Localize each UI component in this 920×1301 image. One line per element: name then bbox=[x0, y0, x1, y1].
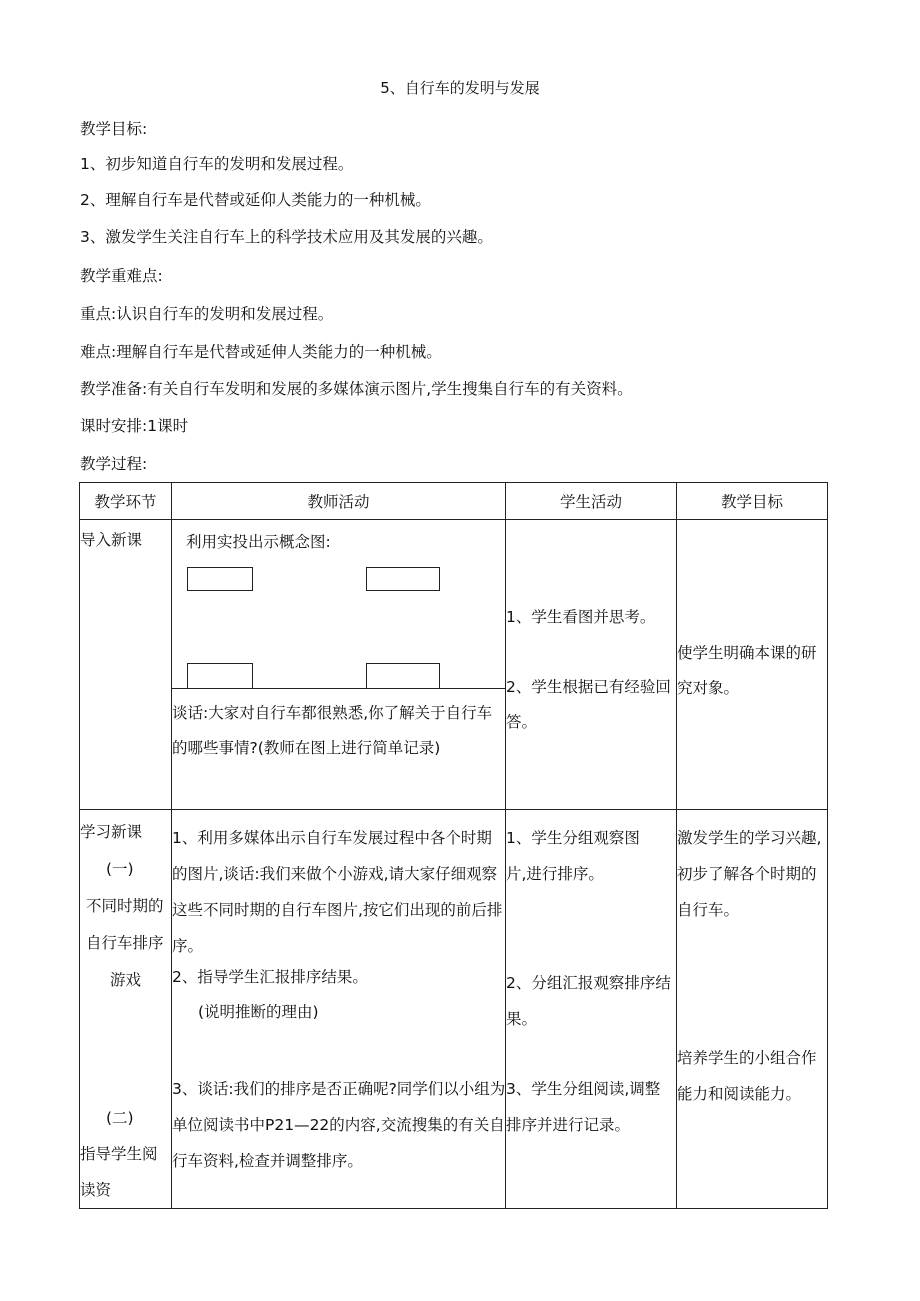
schedule: 课时安排:1课时 bbox=[80, 417, 189, 435]
stage-label: 游戏 bbox=[110, 971, 142, 989]
concept-map-box bbox=[366, 567, 440, 591]
teacher-activity-text: 3、谈话:我们的排序是否正确呢?同学们以小组为单位阅读书中P21—22的内容,交流搜集的有关自行车资料,检查并调整排序。 bbox=[172, 1080, 506, 1170]
stage-label: 学习新课 bbox=[80, 823, 143, 841]
table-row bbox=[80, 520, 828, 810]
stage-cell bbox=[80, 520, 172, 810]
document-title: 5、自行车的发明与发展 bbox=[380, 79, 540, 97]
lesson-process-table bbox=[79, 482, 828, 1209]
student-activity-text: 2、分组汇报观察排序结果。 bbox=[506, 974, 671, 1028]
student-activity-cell bbox=[506, 520, 677, 810]
stage-cell bbox=[80, 810, 172, 1209]
stage-label: 导入新课 bbox=[80, 531, 143, 549]
table-row bbox=[80, 810, 828, 1209]
preparation: 教学准备:有关自行车发明和发展的多媒体演示图片,学生搜集自行车的有关资料。 bbox=[80, 380, 633, 398]
header-student-activity: 学生活动 bbox=[506, 483, 677, 520]
teacher-activity-cell bbox=[172, 520, 506, 810]
stage-label: (一) bbox=[106, 860, 134, 878]
stage-label: 读资 bbox=[80, 1181, 112, 1199]
stage-label: 自行车排序 bbox=[86, 934, 164, 952]
stage-label: 指导学生阅 bbox=[80, 1145, 158, 1163]
difficult-point: 难点:理解自行车是代替或延伸人类能力的一种机械。 bbox=[80, 343, 442, 361]
teacher-activity-text: 1、利用多媒体出示自行车发展过程中各个时期的图片,谈话:我们来做个小游戏,请大家仔细观察这些不同时期的自行车图片,按它们出现的前后排序。 bbox=[172, 829, 503, 955]
concept-map-box bbox=[187, 663, 253, 689]
stage-label: 不同时期的 bbox=[86, 897, 164, 915]
teaching-goal-text: 使学生明确本课的研究对象。 bbox=[677, 644, 817, 697]
teacher-talk-text: 谈话:大家对自行车都很熟悉,你了解关于自行车的哪些事情?(教师在图上进行简单记录) bbox=[172, 704, 493, 757]
stage-label: (二) bbox=[106, 1109, 134, 1127]
objective-item: 1、初步知道自行车的发明和发展过程。 bbox=[80, 155, 354, 173]
key-point: 重点:认识自行车的发明和发展过程。 bbox=[80, 305, 334, 323]
header-teacher-activity: 教师活动 bbox=[172, 483, 506, 520]
process-heading: 教学过程: bbox=[80, 455, 148, 473]
keypoints-heading: 教学重难点: bbox=[80, 267, 163, 285]
cell-divider bbox=[172, 688, 505, 689]
teaching-goal-cell bbox=[677, 810, 828, 1209]
objectives-heading: 教学目标: bbox=[80, 120, 148, 138]
student-activity-text: 1、学生分组观察图片,进行排序。 bbox=[506, 829, 640, 883]
header-stage: 教学环节 bbox=[80, 483, 172, 520]
teacher-activity-cell bbox=[172, 810, 506, 1209]
student-activity-text: 3、学生分组阅读,调整排序并进行记录。 bbox=[506, 1080, 661, 1134]
concept-map-box bbox=[187, 567, 253, 591]
teacher-activity-text: 利用实投出示概念图: bbox=[186, 533, 331, 551]
student-activity-cell bbox=[506, 810, 677, 1209]
student-activity-text: 2、学生根据已有经验回答。 bbox=[506, 678, 671, 731]
header-teaching-goal: 教学目标 bbox=[677, 483, 828, 520]
student-activity-text: 1、学生看图并思考。 bbox=[506, 608, 656, 626]
teacher-activity-text: (说明推断的理由) bbox=[198, 1003, 319, 1021]
teacher-activity-text: 2、指导学生汇报排序结果。 bbox=[172, 968, 368, 986]
concept-map-box bbox=[366, 663, 440, 689]
objective-item: 3、激发学生关注自行车上的科学技术应用及其发展的兴趣。 bbox=[80, 228, 493, 246]
teaching-goal-cell bbox=[677, 520, 828, 810]
objective-item: 2、理解自行车是代替或延仰人类能力的一种机械。 bbox=[80, 191, 431, 209]
teaching-goal-text: 激发学生的学习兴趣,初步了解各个时期的自行车。 bbox=[677, 829, 822, 919]
teaching-goal-text: 培养学生的小组合作能力和阅读能力。 bbox=[677, 1049, 817, 1103]
table-header-row bbox=[80, 483, 828, 520]
